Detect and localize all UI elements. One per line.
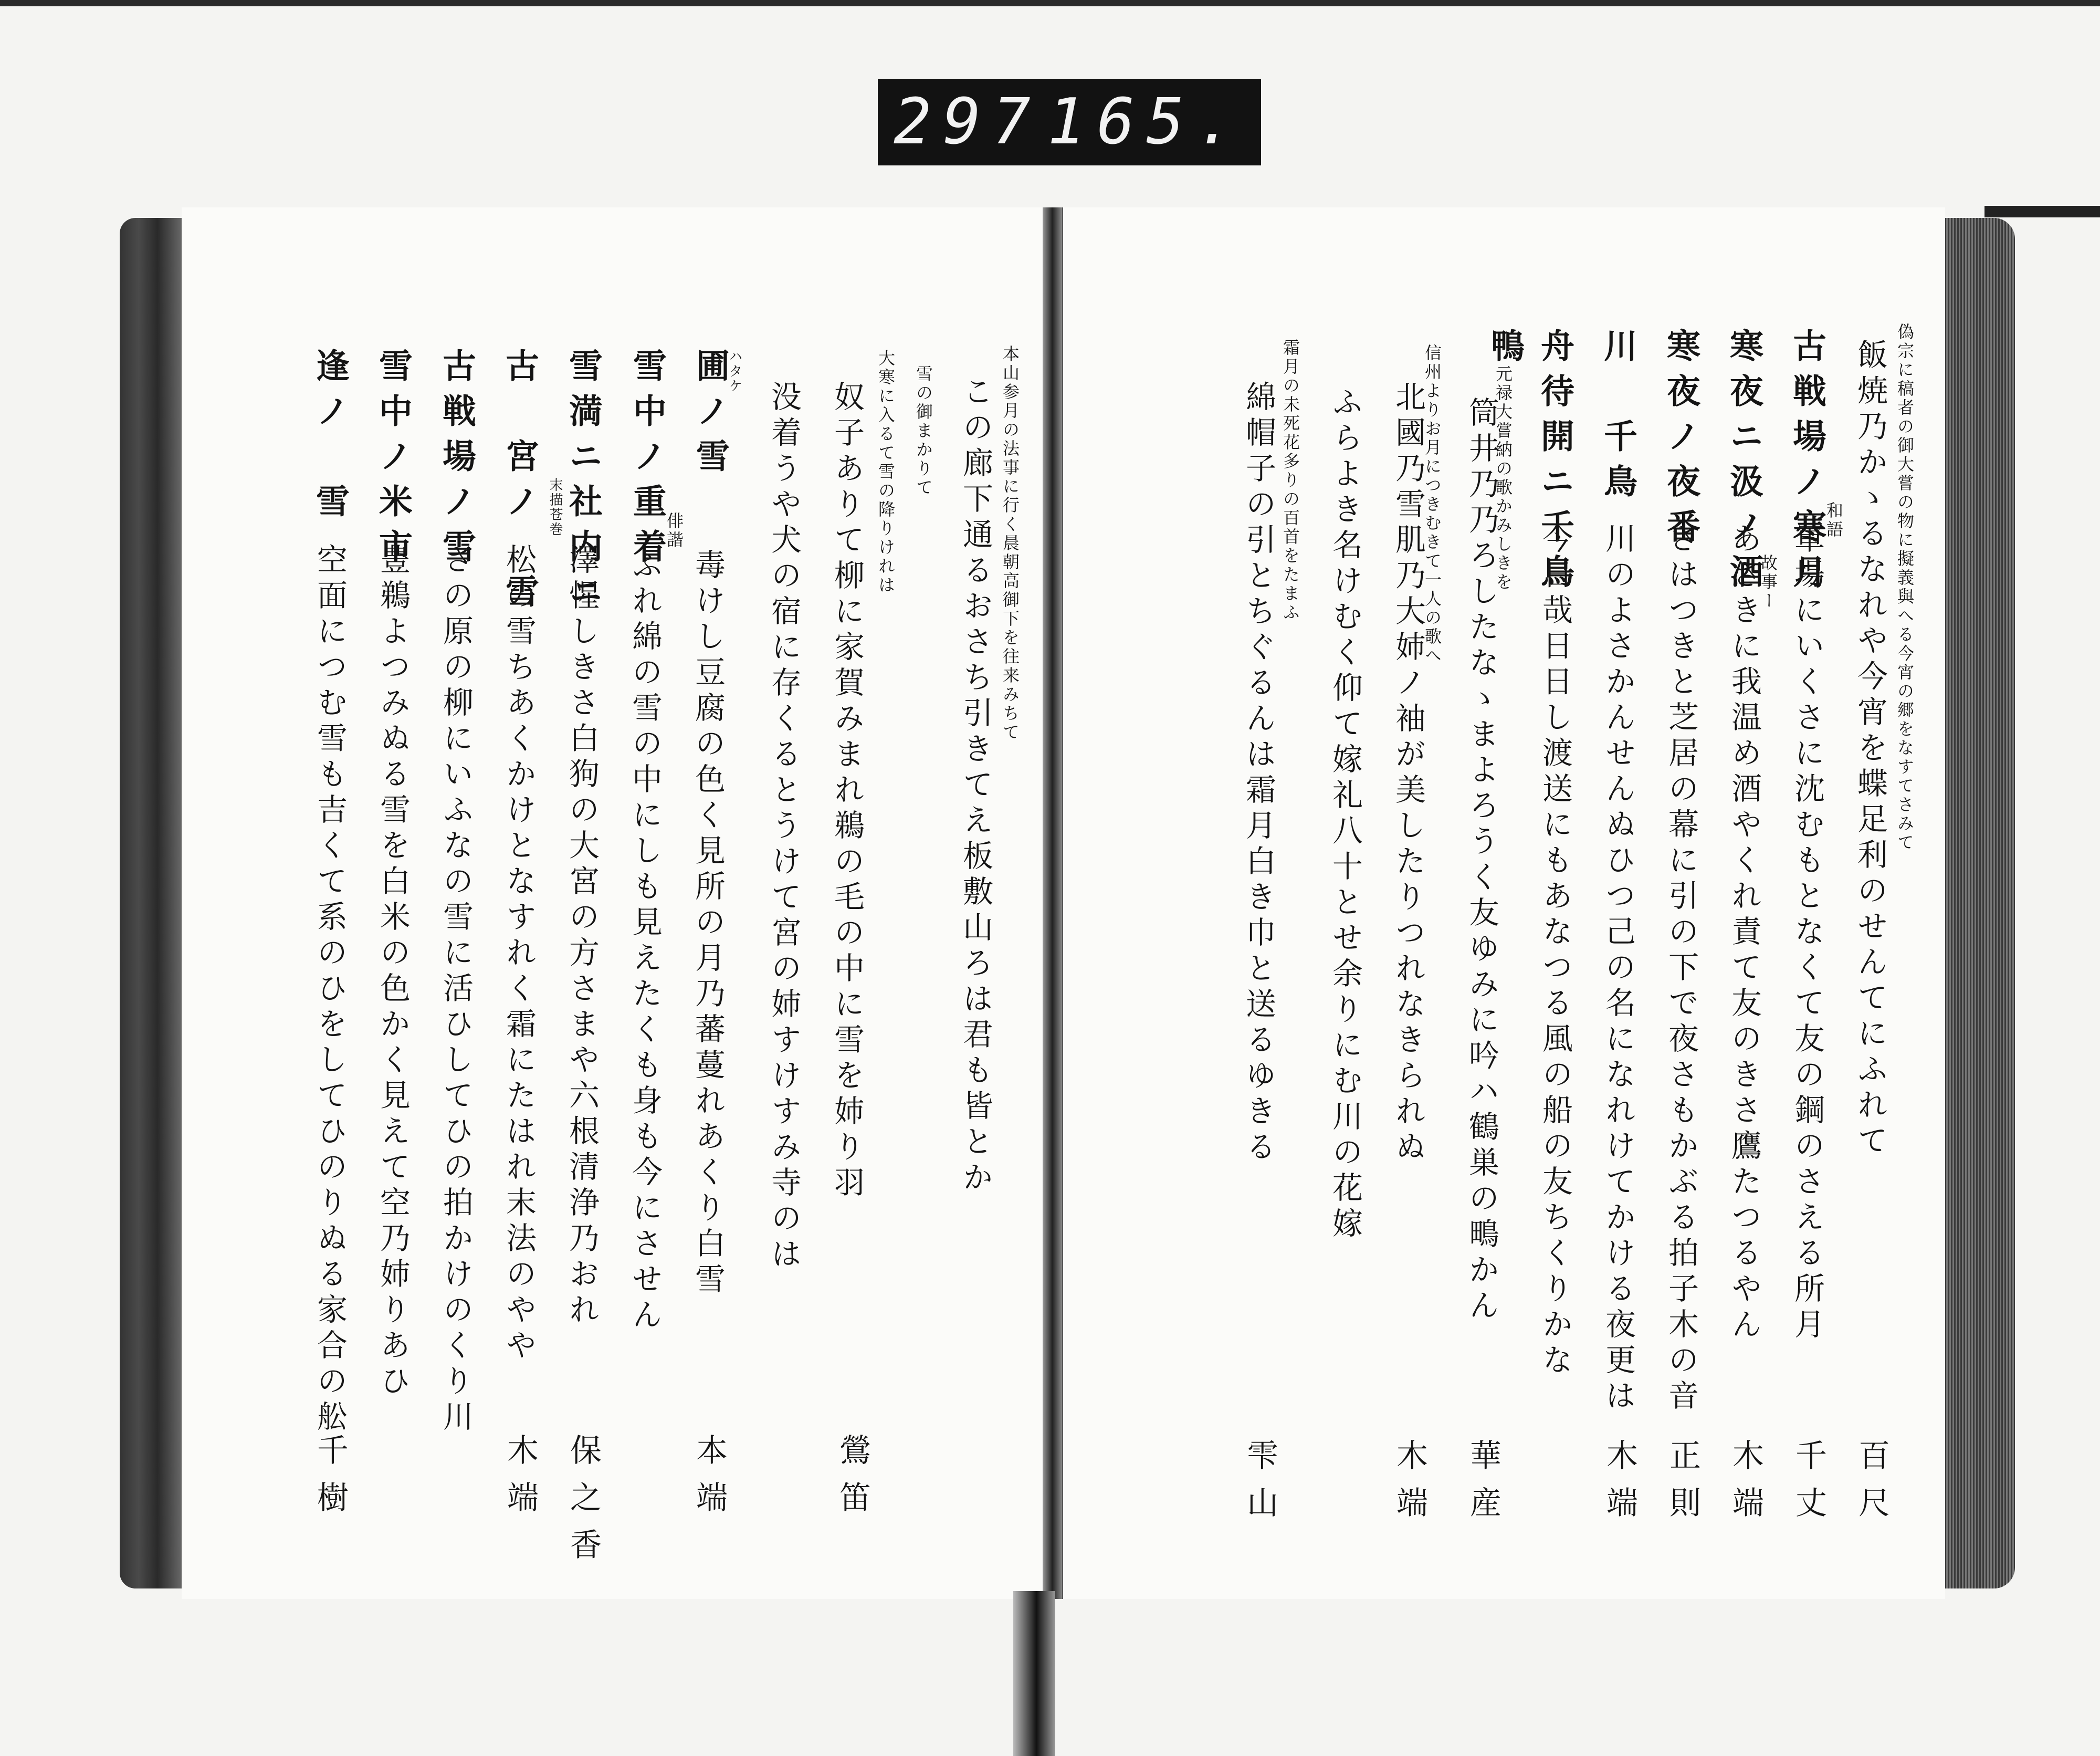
right-col-8-verse: 北國乃雪肌乃大姉ノ袖が美したりつれなきられぬ bbox=[1390, 381, 1426, 1166]
left-col-1-verse: この廊下通るおさち引きてえ板敷山ろは君も皆とか bbox=[958, 375, 993, 1197]
left-col-1-note: 本山参月の法事に行く晨朝高御下を往来みちて bbox=[1000, 345, 1020, 742]
left-col-5-note: ハタケ bbox=[727, 349, 742, 393]
left-col-9-verse: さの原の柳にいふなの雪に活ひしてひの拍かけのくり川 bbox=[438, 543, 474, 1436]
right-col-2-head: 古戦場ノ寒月 bbox=[1787, 328, 1826, 599]
scan-top-edge bbox=[0, 0, 2100, 6]
left-col-10-head: 雪中ノ米市 bbox=[373, 348, 413, 574]
left-col-5-verse: 毒けし豆腐の色く見所の月乃蕃蔓れあくり白雪 bbox=[690, 549, 726, 1299]
right-col-10-verse: 綿帽子の引とちぐるんは霜月白き巾と送るゆきる bbox=[1241, 381, 1276, 1166]
left-col-7-author: 保之香 bbox=[565, 1434, 602, 1575]
right-col-4-author: 正則 bbox=[1664, 1439, 1701, 1533]
right-col-8-note: 信州よりお月につきむきて一人の歌へ bbox=[1422, 344, 1442, 665]
left-col-3-verse: 奴子ありて柳に家賀みまれ鵜の毛の中に雪を姉り羽 bbox=[829, 381, 865, 1202]
left-page bbox=[182, 207, 1044, 1599]
right-col-1-author: 百尺 bbox=[1853, 1439, 1890, 1533]
left-col-11-verse: 空面につむ雪も吉くて系のひをしてひのりぬる家合の舩 bbox=[312, 543, 348, 1436]
right-col-4-verse: さはつきと芝居の幕に引の下で夜さもかぶる拍子木の音 bbox=[1663, 522, 1699, 1415]
right-col-3-verse: あさきに我温め酒やくれ責て友のきさ鷹たつるやん bbox=[1726, 522, 1762, 1344]
right-col-6-head: 舟待開ニ千鳥 bbox=[1535, 328, 1574, 599]
left-col-3-author: 鶯笛 bbox=[834, 1434, 871, 1528]
page-stack-left bbox=[120, 218, 183, 1588]
page-stack-right bbox=[1941, 218, 2015, 1588]
left-col-5-author: 本端 bbox=[691, 1434, 728, 1528]
left-col-4-verse: 没着うや犬の宿に存くるとうけて宮の姉すけすみ寺のは bbox=[766, 381, 802, 1273]
left-col-11-head: 逢ノ 雪 bbox=[310, 348, 350, 529]
frame-number-label bbox=[878, 79, 1261, 165]
left-col-8-author: 木端 bbox=[502, 1434, 539, 1528]
right-col-7-note: 元禄大嘗納の歌かみしきを bbox=[1493, 365, 1513, 592]
right-col-5-author: 木端 bbox=[1601, 1439, 1638, 1533]
right-col-8-head: 鴨 bbox=[1485, 328, 1525, 373]
right-col-10-author: 雫山 bbox=[1242, 1439, 1278, 1533]
right-col-3-note: 故事ー bbox=[1758, 554, 1778, 611]
right-col-8-author: 木端 bbox=[1391, 1439, 1428, 1533]
right-col-1-verse: 飯焼乃かゝるなれや今宵を蝶足利のせんてにふれて bbox=[1852, 339, 1888, 1160]
right-col-7-verse: 筒井乃乃ろしたなゝまよろうく友ゆみに吟ハ鶴巣の鴫かん bbox=[1464, 396, 1499, 1325]
left-col-7-note: 末描苍巻 bbox=[547, 478, 563, 537]
right-col-4-head: 寒夜ノ夜番 bbox=[1661, 328, 1700, 554]
left-col-7-head: 雪満ニ社内ニ bbox=[563, 348, 603, 619]
frame-number-right: 165. bbox=[1047, 86, 1245, 159]
right-intro: 偽宗に稿者の御大嘗の物に擬義與へる今宵の郷をなすてさみて bbox=[1895, 323, 1915, 852]
left-col-9-head: 古戦場ノ雪 bbox=[437, 348, 476, 574]
left-col-5-head: 圃ノ雪 bbox=[690, 348, 730, 484]
left-col-2-note: 雪の御まかりて bbox=[914, 365, 933, 497]
left-col-11-author: 千樹 bbox=[312, 1434, 349, 1528]
left-col-8-verse: 松の雪ちあくかけとなすれく霜にたはれ末法のやや bbox=[501, 543, 537, 1365]
right-page bbox=[1062, 207, 1945, 1599]
left-col-10-verse: 豊鵜よつみぬる雪を白米の色かく見えて空乃姉りあひ bbox=[375, 543, 411, 1400]
left-col-6-verse: ふれ綿の雪の中にしも見えたくも身も今にさせん bbox=[627, 549, 663, 1334]
right-col-7-author: 華産 bbox=[1465, 1439, 1502, 1533]
right-col-6-verse: 今日哉日日し渡送にもあなつる風の船の友ちくりかな bbox=[1537, 522, 1573, 1379]
right-col-9-verse: ふらよき名けむく仰て嫁礼八十とせ余りにむ川の花嫁 bbox=[1327, 386, 1363, 1243]
left-col-7-verse: 澤惺しきさ白狗の大宮の方さまや六根清浄乃おれ bbox=[564, 543, 600, 1329]
right-col-3-author: 木端 bbox=[1727, 1439, 1764, 1533]
open-book bbox=[120, 207, 2015, 1599]
left-col-6-head: 雪中ノ重着 bbox=[627, 348, 667, 574]
left-col-3-note: 大寒に入るて雪の降りけれは bbox=[876, 349, 896, 595]
right-col-10-note: 霜月の未死花多りの百首をたまふ bbox=[1280, 339, 1300, 622]
left-col-6-note: 俳諧 bbox=[664, 512, 684, 550]
right-col-5-verse: 川のよさかんせんぬひつ己の名になれけてかける夜更は bbox=[1600, 522, 1636, 1415]
left-col-8-head: 古 宮ノ 雪 bbox=[500, 348, 539, 619]
frame-number-left: 297 bbox=[894, 86, 1042, 159]
right-col-2-verse: 軍場にいくさに沈むもとなくて友の鋼のさえる所月 bbox=[1789, 522, 1825, 1344]
book-spine-shadow bbox=[1013, 1591, 1055, 1756]
right-col-2-author: 千丈 bbox=[1790, 1439, 1827, 1533]
right-col-3-head: 寒夜ニ汲ノ酒 bbox=[1724, 328, 1763, 599]
book-gutter bbox=[1043, 207, 1062, 1599]
right-col-5-head: 川 千鳥 bbox=[1598, 328, 1637, 509]
right-col-2-note: 和語 bbox=[1824, 501, 1844, 539]
